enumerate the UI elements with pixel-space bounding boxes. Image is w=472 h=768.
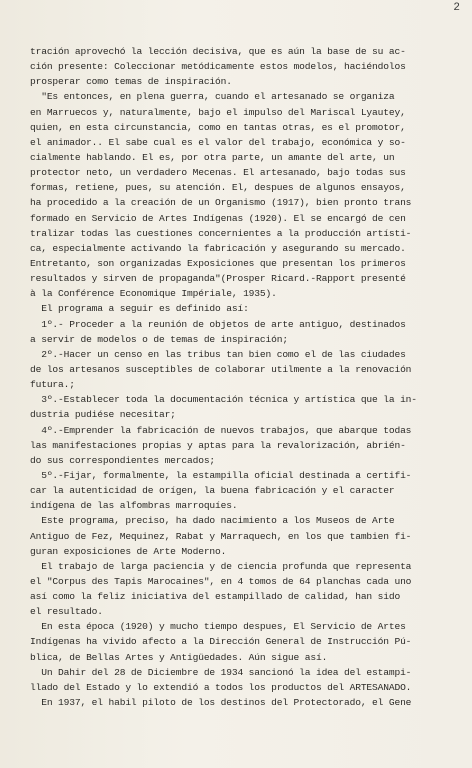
text-line: Antiguo de Fez, Mequinez, Rabat y Marraquech, en los que tambien fi-	[30, 530, 412, 542]
text-line: "Es entonces, en plena guerra, cuando el artesanado se organiza	[30, 91, 395, 103]
text-line: resultados y sirven de propaganda"(Prosper Ricard.-Rapport presenté	[30, 273, 406, 285]
text-line: así como la feliz iniciativa del estampillado de calidad, han sido	[30, 591, 401, 603]
text-line: indígena de las alfombras marroquíes.	[30, 500, 238, 512]
text-line: à la Conférence Economique Impériale, 1935).	[30, 288, 277, 300]
text-line: Entretanto, son organizadas Exposiciones que presentan los primeros	[30, 257, 406, 269]
text-line: 4º.-Emprender la fabricación de nuevos trabajos, que abarque todas	[30, 424, 412, 436]
text-line: formado en Servicio de Artes Indígenas (1920). El se encargó de cen	[30, 212, 406, 224]
text-line: do sus correspondientes mercados;	[30, 454, 216, 466]
text-line: En 1937, el habil piloto de los destinos del Protectorado, el Gene	[30, 697, 412, 709]
text-line: El trabajo de larga paciencia y de ciencia profunda que representa	[30, 560, 412, 572]
text-line: Este programa, preciso, ha dado nacimiento a los Museos de Arte	[30, 515, 395, 527]
text-line: llado del Estado y lo extendió a todos los productos del ARTESANADO.	[30, 681, 412, 693]
text-line: El programa a seguir es definido así:	[30, 303, 249, 315]
text-line: quien, en esta circunstancia, como en tantas otras, es el promotor,	[30, 121, 406, 133]
page-number: 2	[453, 2, 460, 14]
text-line: Indígenas ha vivido afecto a la Dirección General de Instrucción Pú-	[30, 636, 412, 648]
text-line: En esta época (1920) y mucho tiempo despues, El Servicio de Artes	[30, 621, 406, 633]
text-line: ción presente: Coleccionar metódicamente estos modelos, haciéndolos	[30, 61, 406, 73]
text-line: blica, de Bellas Artes y Antigüedades. Aún sigue así.	[30, 651, 328, 663]
text-line: en Marruecos y, naturalmente, bajo el impulso del Mariscal Lyautey,	[30, 106, 406, 118]
text-line: de los artesanos susceptibles de colaborar utilmente a la renovación	[30, 363, 412, 375]
text-line: ca, especialmente activando la fabricación y asegurando su mercado.	[30, 242, 406, 254]
text-line: 1º.- Proceder a la reunión de objetos de arte antiguo, destinados	[30, 318, 406, 330]
text-line: formas, retiene, pues, su atención. El, despues de algunos ensayos,	[30, 182, 406, 194]
text-line: 2º.-Hacer un censo en las tribus tan bien como el de las ciudades	[30, 348, 406, 360]
body-text	[30, 44, 462, 710]
text-line: a servir de modelos o de temas de inspiración;	[30, 333, 288, 345]
text-line: dustria pudiése necesitar;	[30, 409, 176, 421]
text-line: el animador.. El sabe cual es el valor del trabajo, económica y so-	[30, 136, 406, 148]
text-line: cialmente hablando. El es, por otra parte, un amante del arte, un	[30, 151, 395, 163]
text-line: car la autenticidad de orígen, la buena fabricación y el caracter	[30, 485, 395, 497]
text-line: Un Dahir del 28 de Diciembre de 1934 sancionó la idea del estampi-	[30, 666, 412, 678]
text-line: el "Corpus des Tapis Marocaines", en 4 tomos de 64 planchas cada uno	[30, 575, 412, 587]
text-line: prosperar como temas de inspiración.	[30, 76, 232, 88]
text-line: futura.;	[30, 379, 75, 391]
text-line: ha procedido a la creación de un Organismo (1917), bien pronto trans	[30, 197, 412, 209]
text-line: las manifestaciones propias y aptas para la revalorización, abrién-	[30, 439, 406, 451]
text-line: 5º.-Fijar, formalmente, la estampilla oficial destinada a certifi-	[30, 469, 412, 481]
text-line: guran exposiciones de Arte Moderno.	[30, 545, 227, 557]
text-line: el resultado.	[30, 606, 103, 618]
text-line: protector neto, un verdadero Mecenas. El artesanado, bajo todas sus	[30, 167, 406, 179]
text-line: tralizar todas las cuestiones concernientes a la producción artísti-	[30, 227, 412, 239]
text-line: 3º.-Establecer toda la documentación técnica y artística que la in-	[30, 394, 417, 406]
text-line: tración aprovechó la lección decisiva, que es aún la base de su ac-	[30, 46, 406, 57]
